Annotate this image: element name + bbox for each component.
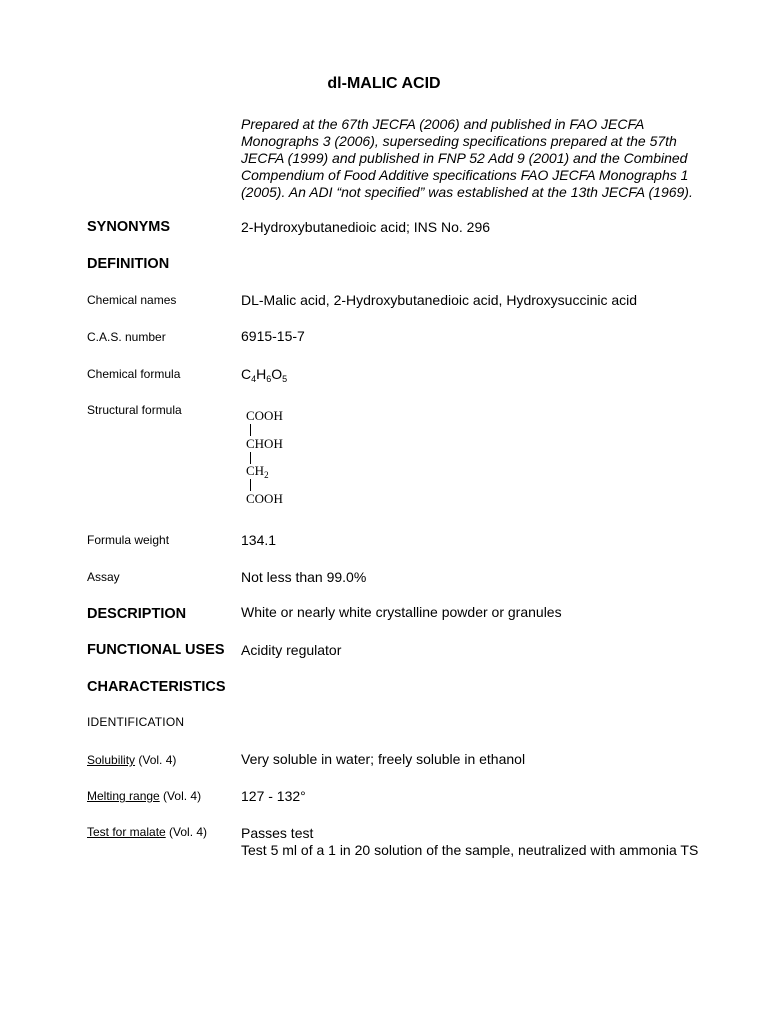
assay-value: Not less than 99.0% <box>241 569 367 585</box>
test-malate-result: Passes test <box>241 825 314 841</box>
test-malate-ref: (Vol. 4) <box>165 825 208 839</box>
formula-o: O <box>271 366 283 382</box>
cas-number-label: C.A.S. number <box>87 330 166 344</box>
solubility-ref: (Vol. 4) <box>135 753 177 767</box>
struct-bond-1 <box>250 424 251 436</box>
formula-c: C <box>241 366 252 382</box>
structural-formula-label: Structural formula <box>87 403 182 417</box>
functional-uses-label: FUNCTIONAL USES <box>87 642 225 658</box>
identification-heading: IDENTIFICATION <box>87 715 185 729</box>
functional-uses-value: Acidity regulator <box>241 642 342 658</box>
definition-heading: DEFINITION <box>87 256 170 272</box>
synonyms-label: SYNONYMS <box>87 219 170 235</box>
chemical-names-label: Chemical names <box>87 293 177 307</box>
assay-label: Assay <box>87 570 120 584</box>
solubility-label <box>87 753 176 767</box>
test-malate-value <box>241 825 698 859</box>
struct-bond-3 <box>250 479 251 491</box>
solubility-link: Solubility <box>87 753 136 767</box>
solubility-value: Very soluble in water; freely soluble in ethanol <box>241 751 526 767</box>
structural-formula-diagram <box>244 406 314 510</box>
struct-group-cooh-bottom: COOH <box>246 491 283 506</box>
formula-h: H <box>256 366 267 382</box>
chemical-names-value: DL-Malic acid, 2-Hydroxybutanedioic acid, Hydroxysuccinic acid <box>241 292 638 308</box>
melting-range-ref: (Vol. 4) <box>159 789 202 803</box>
melting-range-value: 127 - 132° <box>241 788 306 804</box>
formula-c-count: 4 <box>251 374 257 384</box>
test-malate-procedure: Test 5 ml of a 1 in 20 solution of the sample, neutralized with ammonia TS <box>241 842 699 858</box>
chemical-formula-label: Chemical formula <box>87 367 181 381</box>
struct-group-ch2 <box>246 463 269 480</box>
formula-weight-label: Formula weight <box>87 533 170 547</box>
test-malate-label <box>87 825 207 839</box>
struct-group-choh: CHOH <box>246 436 283 451</box>
test-malate-link: Test for malate <box>87 825 166 839</box>
struct-group-cooh-top: COOH <box>246 408 283 423</box>
synonyms-value: 2-Hydroxybutanedioic acid; INS No. 296 <box>241 219 491 235</box>
melting-range-link: Melting range <box>87 789 160 803</box>
melting-range-label <box>87 789 201 803</box>
description-value: White or nearly white crystalline powder or granules <box>241 604 562 620</box>
formula-h-count: 6 <box>266 374 272 384</box>
formula-o-count: 5 <box>282 374 288 384</box>
description-label: DESCRIPTION <box>87 606 187 622</box>
struct-ch2-subscript: 2 <box>264 470 269 480</box>
intro-paragraph: Prepared at the 67th JECFA (2006) and published in FAO JECFA Monographs 3 (2006), superseding specifications prepared at the 57th JECFA (1999) and published in FNP 52 Add 9 (2001) and the Combined Compendium of Food Additive specifications FAO JECFA Monographs 1 (2005). An ADI “not specified” was established at the 13th JECFA (1969). <box>241 116 693 200</box>
chemical-formula-value <box>241 366 287 388</box>
struct-ch: CH <box>246 463 265 478</box>
page-title: dl-MALIC ACID <box>327 75 441 92</box>
characteristics-heading: CHARACTERISTICS <box>87 679 226 695</box>
cas-number-value: 6915-15-7 <box>241 328 305 344</box>
formula-weight-value: 134.1 <box>241 532 277 548</box>
